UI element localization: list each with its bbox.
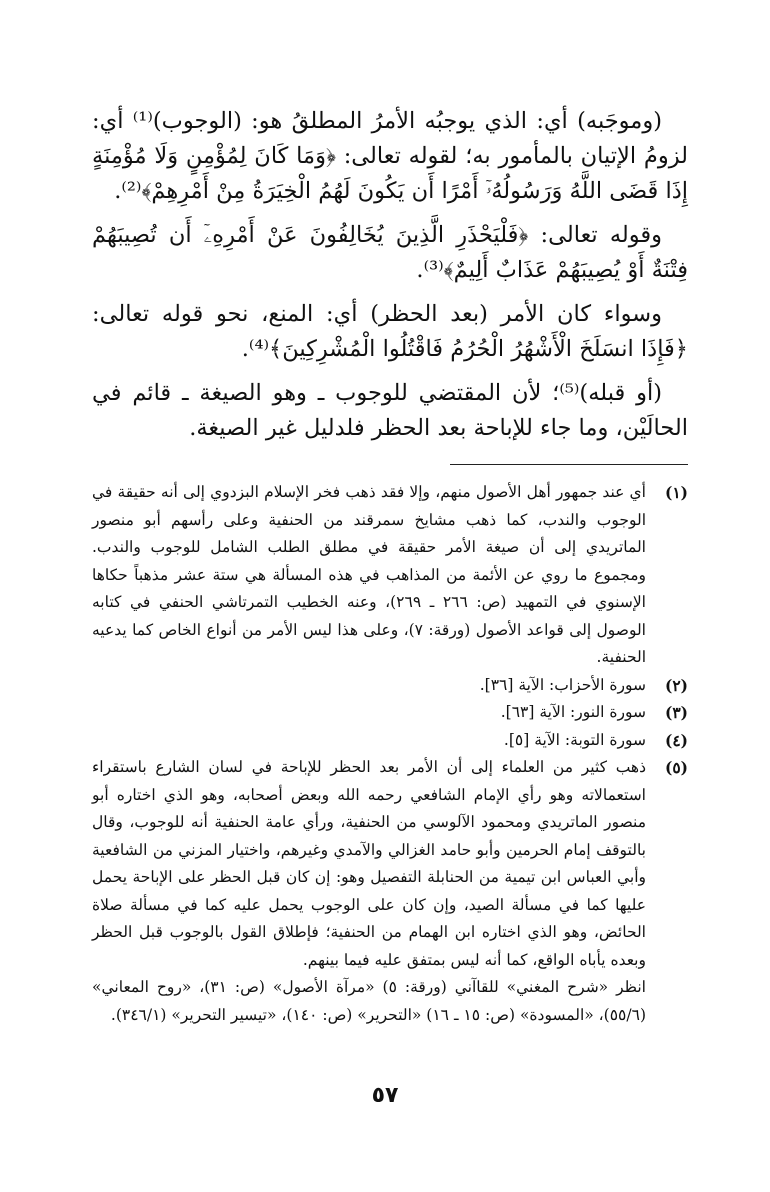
page-content — [92, 104, 688, 1029]
paragraph-after-prohibition: وسواء كان الأمر (بعد الحظر) أي: المنع، نحو قوله تعالى: ﴿فَإِذَا انسَلَخَ الْأَشْهُرُ الْحُرُمُ فَاقْتُلُوا الْمُشْرِكِينَ﴾⁽⁴⁾. — [92, 301, 688, 362]
footnote-number: (٤) — [664, 730, 688, 750]
footnote-1 — [92, 479, 688, 672]
footnotes — [92, 479, 688, 1029]
main-text — [92, 104, 688, 446]
paragraph-before-prohibition: (أو قبله)⁽⁵⁾؛ لأن المقتضي للوجوب ـ وهو الصيغة ـ قائم في الحالَيْن، وما جاء للإباحة بعد الحظر فلدليل غير الصيغة. — [92, 380, 688, 441]
footnote-2 — [92, 672, 688, 700]
footnote-text: ذهب كثير من العلماء إلى أن الأمر بعد الحظر للإباحة في لسان الشارع باستقراء استعمالاته وهو رأي الإمام الشافعي رحمه الله وبعض أصحابه، وهو الذي اختاره أبو منصور الماتريدي ومحمود الآلوسي من الحنفية، ورأي عامة الحنفية أنه للوجوب، وقال بالتوقف إمام الحرمين وأبو حامد الغزالي والآمدي وغيرهم، واختيار المزني من الشافعية وأبي العباس ابن تيمية من الحنابلة التفصيل وهو: إن كان قبل الحظر على الإباحة يحمل عليها كما في مسألة الصيد، وإن كان على الوجوب يحمل عليه كما في مسألة صلاة الحائض، وهو الذي اختاره ابن الهمام من الحنفية؛ فإطلاق القول بالوجوب قبل الحظر وبعده يأباه الواقع، كما أنه ليس بمتفق عليه فيما بينهم. — [92, 758, 646, 969]
footnote-number: (٥) — [664, 758, 688, 777]
footnote-5 — [92, 754, 688, 974]
footnote-number: (١) — [664, 483, 688, 502]
footnote-text: سورة الأحزاب: الآية [٣٦]. — [479, 675, 646, 694]
footnote-5-references: انظر «شرح المغني» للقاآني (ورقة: ٥) «مرآة الأصول» (ص: ٣١)، «روح المعاني» (٥٥/٦)، «المسودة» (ص: ١٥ ـ ١٦) «التحرير» (ص: ١٤٠)، «تيسير التحرير» (٣٤٦/١). — [92, 978, 646, 1024]
page-number: ٥٧ — [371, 1083, 399, 1108]
footnote-text: أي عند جمهور أهل الأصول منهم، وإلا فقد ذهب فخر الإسلام البزدوي إلى أنه حقيقة في الوجوب والندب، كما ذهب مشايخ سمرقند من الحنفية وعلى رأسهم أبو منصور الماتريدي إلى أن صيغة الأمر حقيقة في مطلق الطلب الشامل للوجوب والندب. ومجموع ما روي عن الأئمة من المذاهب في هذه المسألة هي ستة عشر مذهباً حكاها الإسنوي في التمهيد (ص: ٢٦٦ ـ ٢٦٩)، وعنه الخطيب التمرتاشي الحنفي في كتابه الوصول إلى قواعد الأصول (ورقة: ٧)، وعلى هذا ليس الأمر من أنواع الخاص كما يدعيه الحنفية. — [92, 483, 646, 666]
footnote-text: سورة التوبة: الآية [٥]. — [503, 730, 646, 749]
footnote-divider — [450, 464, 688, 465]
paragraph-mujab: (وموجَبه) أي: الذي يوجبُه الأمرُ المطلقُ هو: (الوجوب)⁽¹⁾ أي: لزومُ الإتيان بالمأمور به؛ لقوله تعالى: ﴿وَمَا كَانَ لِمُؤْمِنٍ وَلَا مُؤْمِنَةٍ إِذَا قَضَى اللَّهُ وَرَسُولُهُۥٓ أَمْرًا أَن يَكُونَ لَهُمُ الْخِيَرَةُ مِنْ أَمْرِهِمْ﴾⁽²⁾. — [92, 108, 688, 204]
footnote-number: (٣) — [664, 703, 688, 722]
paragraph-second-verse: وقوله تعالى: ﴿فَلْيَحْذَرِ الَّذِينَ يُخَالِفُونَ عَنْ أَمْرِهِۦٓ أَن تُصِيبَهُمْ فِتْنَةٌ أَوْ يُصِيبَهُمْ عَذَابٌ أَلِيمٌ﴾⁽³⁾. — [92, 222, 688, 283]
footnote-number: (٢) — [664, 675, 688, 695]
footnote-3 — [92, 699, 688, 727]
footnote-4 — [92, 727, 688, 755]
footnote-text: سورة النور: الآية [٦٣]. — [500, 703, 646, 721]
